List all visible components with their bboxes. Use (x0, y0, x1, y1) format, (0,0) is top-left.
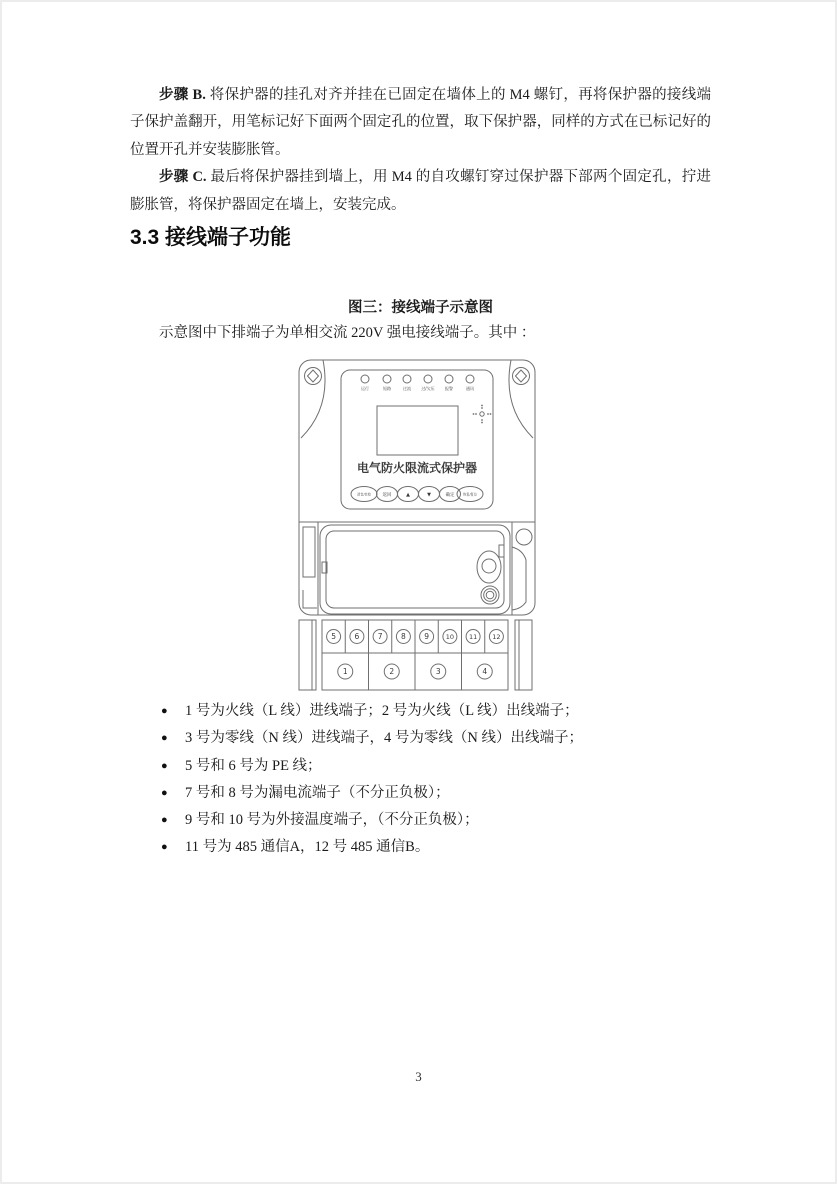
list-item (161, 807, 721, 834)
led-label-overcurrent: 过流 (403, 386, 411, 391)
device-diagram (296, 357, 546, 693)
lcd-screen (377, 406, 458, 455)
terminal-10: 10 (445, 633, 455, 641)
bullet-icon: ● (161, 786, 168, 799)
light-sensor-icon (473, 405, 492, 424)
device-body-outline (299, 360, 535, 615)
list-item (161, 834, 721, 861)
confirm-label: 确定 (445, 493, 455, 498)
list-item (161, 725, 721, 752)
step-c-label: 步骤 C. (159, 169, 207, 186)
down-arrow-icon: ▼ (427, 492, 431, 498)
right-cable-channel (512, 547, 526, 610)
list-item-text: 3 号为零线（N 线）进线端子，4 号为零线（N 线）出线端子； (185, 730, 583, 747)
terminal-2: 2 (389, 667, 395, 676)
bullet-icon: ● (161, 732, 168, 745)
list-item-text: 5 号和 6 号为 PE 线； (185, 757, 322, 774)
step-b-text: 将保护器的挂孔对齐并挂在已固定在墙体上的 M4 螺钉，再将保护器的接线端子保护盖翻开，用笔标记好下面两个固定孔的位置，取下保护器，同样的方式在已标记好的位置开孔并安装膨胀管。 (130, 87, 712, 158)
bullet-icon: ● (161, 705, 168, 717)
figure-lead-in: 示意图中下排端子为单相交流 220V 强电接线端子。其中 ： (159, 325, 536, 341)
right-keyhole-icon (513, 368, 530, 385)
bullet-icon: ● (161, 759, 168, 772)
step-c-text: 最后将保护器挂到墙上，用 M4 的自攻螺钉穿过保护器下部两个固定孔，拧进膨胀管，将保护器固定在墙上，安装完成。 (130, 169, 712, 213)
led-label-alarm: 报警 (445, 386, 453, 391)
terminal-11: 11 (468, 633, 478, 641)
led-label-comm: 通讯 (466, 386, 474, 391)
led-label-voltage: 过/欠压 (421, 386, 435, 391)
terminal-3: 3 (435, 667, 441, 676)
left-corner-curve (301, 360, 325, 438)
bottom-left-side (299, 620, 316, 690)
list-item-text: 1 号为火线（L 线）进线端子；2 号为火线（L 线）出线端子； (185, 703, 579, 719)
up-arrow-icon: ▲ (406, 492, 410, 498)
terminal-12: 12 (492, 633, 501, 641)
left-keyhole-icon (305, 368, 322, 385)
list-item (161, 753, 721, 780)
device-title: 电气防火限流式保护器 (356, 461, 478, 475)
figure-caption: 图三：接线端子示意图 (348, 300, 493, 316)
terminal-cover-outer (320, 525, 510, 614)
back-label: 返回 (382, 493, 392, 498)
terminal-4: 4 (482, 667, 488, 676)
led-label-short: 短路 (383, 386, 391, 391)
bullet-icon: ● (161, 814, 168, 827)
terminal-1: 1 (342, 667, 348, 676)
terminal-6: 6 (354, 632, 360, 641)
body-hole-right (516, 529, 532, 545)
mute-selftest-label: 消音/自检 (357, 492, 371, 497)
step-c-paragraph (130, 164, 711, 219)
terminal-9: 9 (424, 632, 429, 641)
terminal-5: 5 (331, 632, 336, 641)
step-b-label: 步骤 B. (159, 87, 206, 103)
bottom-right-side (515, 620, 532, 690)
terminal-strip (322, 620, 508, 690)
page-number: 3 (415, 1069, 422, 1084)
bullet-icon: ● (161, 841, 168, 854)
left-step (303, 590, 317, 608)
led-label-run: 运行 (361, 386, 369, 391)
right-corner-curve (509, 360, 533, 438)
step-b-paragraph (130, 82, 711, 164)
reset-label: 恢复/复位 (463, 492, 477, 497)
list-item-text: 11 号为 485 通信A，12 号 485 通信B。 (185, 839, 430, 856)
left-rail (303, 527, 315, 577)
terminal-notes-list (161, 698, 721, 862)
list-item-text: 7 号和 8 号为漏电流端子（不分正负极）； (185, 784, 450, 801)
section-heading: 3.3 接线端子功能 (130, 226, 292, 249)
led-indicators (361, 375, 474, 383)
cover-lock-knob[interactable] (477, 551, 501, 583)
intro-paragraphs (130, 82, 711, 219)
terminal-8: 8 (401, 632, 406, 641)
list-item-text: 9 号和 10 号为外接温度端子，（不分正负极）； (185, 812, 479, 829)
list-item (161, 780, 721, 807)
terminal-7: 7 (377, 632, 383, 641)
list-item (161, 698, 721, 725)
cover-right-tab (499, 545, 504, 557)
seal-screw-icon (481, 586, 499, 604)
